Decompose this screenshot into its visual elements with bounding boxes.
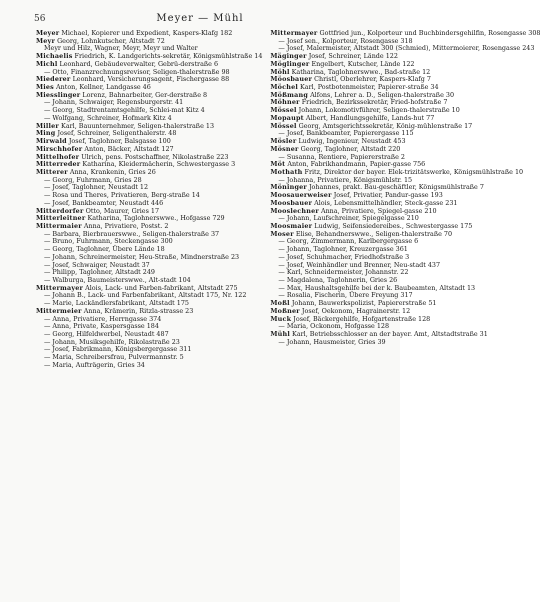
entry-details: Anna, Privatiere, Spiegel-gasse 210	[320, 206, 437, 215]
entry-details: Josef, Schreiner, Lände 122	[308, 52, 398, 61]
entry-surname: Michaelis	[36, 52, 73, 61]
entry-surname: Mösler	[270, 137, 297, 146]
entry-details: — Rosalia, Fischerin, Übere Freyung 317	[278, 291, 413, 300]
entry-surname: Miller	[36, 121, 59, 130]
entry-details: Alois, Lebensmittelhändler, Steck-gasse 231	[314, 198, 458, 207]
entry-details: Georg, Taglohner, Altstadt 220	[300, 144, 401, 153]
entry-surname: Mäginger	[270, 52, 307, 61]
entry-details: — Georg, Taglohner, Übere Lände 18	[44, 245, 165, 254]
entry-details: — Maria, Ockonom, Hofgasse 128	[278, 322, 390, 331]
column-left	[36, 30, 262, 595]
entry-surname: Möosbauer	[270, 75, 313, 84]
entry-details: Josef, Bäckergehilfe, Hofgartenstraße 128	[293, 314, 431, 323]
entry-details: — Barbara, Bierbrauerswwe., Seligen-thalerstraße 37	[44, 229, 220, 238]
entry-details: — Johann, Musiksgehilfe, Rikolastraße 23	[44, 337, 180, 346]
entry-surname: Mühl	[270, 330, 290, 339]
entry-details: Gottfried jun., Kolporteur und Buchbindersgehilfin, Rosengasse 308	[319, 29, 540, 37]
entry-details: — Karl, Schneidermeister, Johannstr. 22	[278, 268, 409, 277]
entry-details: — Rosa und Theres, Privatieren, Berg-straße 14	[44, 191, 200, 200]
entry-details: — Josef, Taglohner, Neustadt 12	[44, 183, 149, 192]
entry-surname: Mittermaier	[36, 221, 82, 230]
entry-details: Anna, Krankenin, Gries 26	[69, 167, 156, 176]
entry-details: Anton, Fabrikhandmann, Papier-gasse 756	[287, 160, 426, 169]
entry-details: Leonhard, Versicherungsagent, Fischergasse 88	[72, 75, 230, 84]
entry-details: Otto, Maurer, Gries 17	[85, 206, 160, 215]
entry-details: Josef, Schreiner, Seligenthalerstr. 48	[57, 129, 177, 138]
entry-surname: Möhner	[270, 98, 300, 107]
entry-details: Ulrich, pens. Postschaffner, Nikolastraße 223	[81, 152, 229, 161]
entry-details: Johann, Lokomotivführer, Seligen-thalerstraße 10	[298, 106, 460, 115]
entry-details: — Maria, Schreibersfrau, Pulvermannstr. 5	[44, 353, 184, 362]
entry-details: Michael, Kopierer und Expedient, Kaspers-Klafg 182	[61, 29, 233, 37]
entry-details: Anton, Bäcker, Altstadt 127	[84, 144, 174, 153]
entry-surname: Muck	[270, 314, 292, 323]
entry-surname: Mößmang	[270, 90, 309, 99]
directory-entry	[270, 339, 540, 347]
entry-details: — Georg, Stadtrentamtsgehilfe, Schlei-mat Kitz 4	[44, 106, 205, 115]
entry-details: — Otto, Finanzrechnungsrevisor, Seligen-thalerstraße 98	[44, 67, 230, 76]
entry-surname: Mitterdorfer	[36, 206, 84, 215]
entry-details: — Josef, Bankbeamter, Papierergasse 115	[278, 129, 414, 138]
entry-details: Engelbert, Kutscher, Lände 122	[311, 59, 415, 68]
entry-surname: Mopaupt	[270, 113, 304, 122]
entry-surname: Mitterleitner	[36, 214, 86, 223]
entry-surname: Moßner	[270, 306, 300, 315]
entry-details: Meyr und Hilz, Wagner, Meyr, Meyr und Walter	[44, 44, 198, 53]
entry-details: Friedrich, Bezirkssekretär, Fried-hofstraße 7	[301, 98, 448, 107]
entry-details: Lorenz, Bahnarbeiter, Ger-derstraße 8	[82, 90, 208, 99]
entry-surname: Moosauerweiser	[270, 191, 332, 200]
entry-details: — Maria, Aufträgerin, Gries 34	[44, 360, 145, 369]
entry-details: Josef, Privatier, Pandur-gasse 193	[333, 191, 443, 200]
entry-surname: Moßl	[270, 299, 290, 308]
entry-surname: Miesslinger	[36, 90, 81, 99]
entry-surname: Meyer	[36, 29, 60, 37]
entry-details: — Johann, Schreinermeister, Heu-Straße, Mindnerstraße 23	[44, 252, 240, 261]
entry-surname: Mittermayer	[270, 29, 318, 37]
entry-details: Josef, Oekonom, Hagrainerstr. 12	[301, 306, 411, 315]
entry-surname: Möchel	[270, 83, 298, 92]
entry-details: Friedrich, K. Landgerichts-sekretär, Königsmühlstraße 14	[74, 52, 263, 61]
entry-surname: Mittermeier	[36, 306, 82, 315]
entry-surname: Mösner	[270, 144, 299, 153]
entry-details: Katharina, Taglohnerswwe., Hofgasse 729	[87, 214, 225, 223]
entry-surname: Mittermayer	[36, 283, 84, 292]
entry-details: — Josef, Schuhmacher, Friedhofstraße 3	[278, 252, 410, 261]
entry-surname: Mitterreder	[36, 160, 81, 169]
entry-details: — Marie, Lackändlersfabrikant, Altstadt 175	[44, 299, 189, 308]
entry-details: — Johann, Taglohner, Kreuzergasse 361	[278, 245, 408, 254]
entry-surname: Mirschhofer	[36, 144, 83, 153]
entry-details: Karl, Postbotenmeister, Papierer-straße 34	[300, 83, 439, 92]
entry-details: — Wolfgang, Schreiner, Hofmark Kitz 4	[44, 113, 172, 122]
entry-details: — Josef sen., Kolporteur, Rosengasse 318	[278, 36, 413, 45]
entry-details: — Georg, Hilfeldwerbel, Neustadt 487	[44, 330, 169, 339]
entry-surname: Möt	[270, 160, 286, 169]
entry-details: — Johann, Laufschreiner, Spiegelgasse 210	[278, 214, 419, 223]
entry-details: Ludwig, Seifensiedereibes., Schwestergasse 175	[314, 221, 473, 230]
entry-details: Ludwig, Ingenieur, Neustadt 453	[298, 137, 406, 146]
entry-details: Albert, Handlungsgehilfe, Lands-hut 77	[305, 113, 435, 122]
entry-details: — Anna, Privatiere, Herrngasse 374	[44, 314, 162, 323]
entry-details: Georg, Amtsgerichtssekretär, König-mühlenstraße 17	[298, 121, 473, 130]
entry-details: Johannes, prakt. Bau-geschäftler, Königsmühlstraße 7	[309, 183, 484, 192]
entry-details: — Georg, Zimmermann, Karlbergergasse 6	[278, 237, 419, 246]
entry-surname: Ming	[36, 129, 56, 138]
entry-details: — Josef, Bankbeamter, Neustadt 446	[44, 198, 164, 207]
entry-surname: Mitterer	[36, 167, 68, 176]
entry-surname: Miederer	[36, 75, 71, 84]
entry-surname: Meyr	[36, 36, 56, 45]
entry-surname: Moser	[270, 229, 294, 238]
entry-details: Karl, Bauunternehmer, Seligen-thalerstraße 13	[61, 121, 215, 130]
entry-surname: Mössel	[270, 106, 297, 115]
entry-details: — Bruno, Fuhrmann, Steckengasse 300	[44, 237, 173, 246]
entry-details: — Josef, Weinhändler und Brenner, Neu-stadt 437	[278, 260, 441, 269]
page-number: 56	[34, 14, 46, 24]
entry-details: Anna, Privatiere, Postst. 2	[83, 221, 169, 230]
entry-surname: Möninger	[270, 183, 307, 192]
entry-details: Katharina, Taglohnerswwe., Bad-straße 12	[291, 67, 431, 76]
entry-details: — Anna, Private, Kaspersgasse 184	[44, 322, 159, 331]
entry-details: Anna, Krämerin, Ritzla-strasse 23	[83, 306, 194, 315]
directory-entry	[36, 362, 262, 370]
entry-surname: Mössel	[270, 121, 297, 130]
entry-surname: Mooslechner	[270, 206, 319, 215]
entry-details: — Georg, Fuhrmann, Gries 28	[44, 175, 142, 184]
entry-details: — Johanna, Privatiere, Königsmühlstr. 15	[278, 175, 413, 184]
running-head: Meyer — Mühl	[156, 13, 244, 24]
entry-details: — Johann B., Lack- und Farbenfabrikant, Altstadt 175, Nr. 122	[44, 291, 247, 300]
entry-surname: Mothath	[270, 167, 303, 176]
entry-details: Karl, Betriebsschlosser an der bayer. Amt, Altstadtstraße 31	[292, 330, 488, 339]
entry-details: — Johann, Schwaiger, Regensburgerstr. 41	[44, 98, 184, 107]
entry-surname: Mies	[36, 83, 54, 92]
entry-details: — Josef, Fabrikmann, Königsbergergasse 311	[44, 345, 192, 354]
entry-details: — Walburga, Baumeisterswwe., Alt-stadt 104	[44, 276, 191, 284]
entry-surname: Moosbauer	[270, 198, 313, 207]
entry-details: Anton, Kellner, Landgasse 46	[56, 83, 151, 92]
entry-details: — Magdalena, Taglohnerin, Gries 26	[278, 276, 398, 284]
entry-details: Fritz, Direktor der bayer. Elek-trizitätswerke, Königsmühlstraße 10	[304, 167, 524, 176]
entry-details: Josef, Taglohner, Balsgasse 100	[68, 137, 171, 146]
column-right	[270, 30, 540, 595]
entry-surname: Mittelhofer	[36, 152, 80, 161]
entry-details: — Johann, Hausmeister, Gries 39	[278, 337, 386, 346]
entry-surname: Moosmaier	[270, 221, 313, 230]
entry-details: Johann, Bauwerkspolizist, Papiererstraße 51	[291, 299, 437, 308]
entry-details: Elise, Behandnerswwe., Seligen-thalerstraße 70	[295, 229, 453, 238]
entry-details: — Josef, Malermeister, Altstadt 300 (Schmied), Mittermoierer, Rosengasse 243	[278, 44, 535, 53]
entry-surname: Mirwald	[36, 137, 67, 146]
entry-details: — Josef, Schwaiger, Neustadt 37	[44, 260, 150, 269]
entry-surname: Möhl	[270, 67, 290, 76]
entry-details: — Susanna, Rentiere, Papiererstraße 2	[278, 152, 405, 161]
entry-details: Leonhard, Gebäudeverwalter, Gebrü-derstraße 6	[59, 59, 219, 68]
entry-details: Georg, Lohnkutscher, Altstadt 72	[57, 36, 165, 45]
entry-surname: Möglinger	[270, 59, 310, 68]
directory-columns	[36, 29, 540, 595]
entry-details: — Max, Haushaltsgehilfe bei der k. Baubeamten, Altstadt 13	[278, 283, 476, 292]
entry-details: Katharina, Kleidermächerin, Schwestergasse 3	[82, 160, 236, 169]
entry-details: Alois, Lack- und Farben-fabrikant, Altstadt 275	[85, 283, 238, 292]
entry-details: — Philipp, Taglohner, Altstadt 249	[44, 268, 155, 277]
entry-surname: Michl	[36, 59, 58, 68]
entry-details: Alfons, Lehrer a. D., Seligen-thalerstraße 30	[310, 90, 455, 99]
entry-details: Christl, Oberlehrer, Kaspers-Klafg 7	[314, 75, 431, 84]
